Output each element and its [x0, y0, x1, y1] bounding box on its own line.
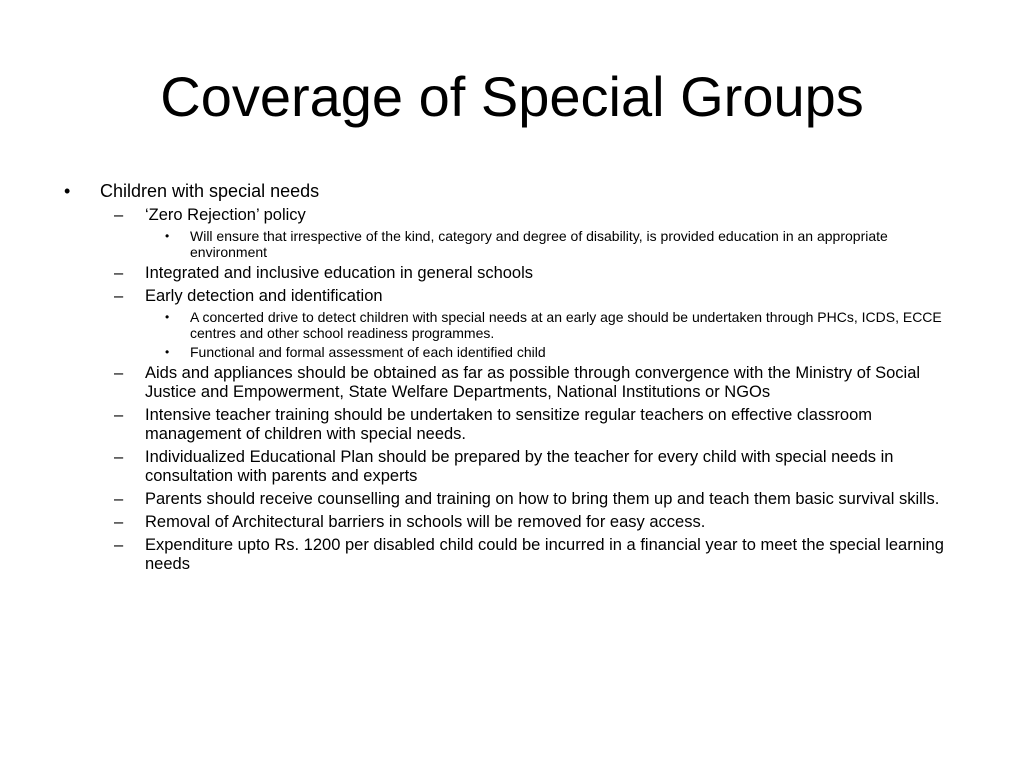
detail-text: Will ensure that irrespective of the kind, category and degree of disability, is provided education in an appropriate environment [190, 228, 888, 260]
bullet-marker: • [64, 181, 71, 201]
sub-item-parents-counselling [0, 490, 1024, 509]
dash-marker: – [114, 448, 124, 466]
bullet-text: Children with special needs [100, 181, 320, 201]
slide-body [0, 180, 1024, 574]
detail-item-concerted-drive [0, 309, 1024, 341]
dash-marker: – [114, 513, 124, 531]
detail-text: A concerted drive to detect children with special needs at an early age should be undertaken through PHCs, ICDS, ECCE centres and other school readiness programmes. [190, 309, 942, 341]
dash-marker: – [114, 490, 124, 508]
detail-item-functional-assessment [0, 344, 1024, 360]
sub-item-architectural-barriers [0, 513, 1024, 532]
dash-marker: – [114, 536, 124, 554]
sub-item-text: Parents should receive counselling and training on how to bring them up and teach them basic survival skills. [145, 490, 940, 508]
slide-title: Coverage of Special Groups [160, 65, 864, 128]
dash-marker: – [114, 287, 124, 305]
sub-item-text: Expenditure upto Rs. 1200 per disabled child could be incurred in a financial year to meet the special learning needs [145, 536, 944, 573]
sub-item-individualized-plan [0, 448, 1024, 486]
bullet-marker: • [165, 345, 170, 359]
dash-marker: – [114, 206, 124, 224]
sub-item-text: Individualized Educational Plan should be prepared by the teacher for every child with special needs in consultation with parents and experts [145, 448, 894, 485]
bullet-marker: • [165, 310, 170, 324]
sub-item-zero-rejection [0, 206, 1024, 225]
sub-item-text: Aids and appliances should be obtained as far as possible through convergence with the Ministry of Social Justice and Empowerment, State Welfare Departments, National Institutions or NGOs [145, 364, 921, 401]
dash-marker: – [114, 406, 124, 424]
sub-item-inclusive-education [0, 264, 1024, 283]
sub-item-aids-appliances [0, 364, 1024, 402]
detail-item-zero-rejection [0, 228, 1024, 260]
sub-item-text: Intensive teacher training should be undertaken to sensitize regular teachers on effective classroom management of children with special needs. [145, 406, 873, 443]
dash-marker: – [114, 364, 124, 382]
bullet-marker: • [165, 229, 170, 243]
sub-item-teacher-training [0, 406, 1024, 444]
dash-marker: – [114, 264, 124, 282]
sub-item-text: Integrated and inclusive education in general schools [145, 264, 534, 282]
sub-item-expenditure [0, 536, 1024, 574]
sub-item-early-detection [0, 287, 1024, 306]
sub-item-text: Removal of Architectural barriers in schools will be removed for easy access. [145, 513, 706, 531]
sub-item-text: ‘Zero Rejection’ policy [145, 206, 306, 224]
bullet-item-children-special-needs [0, 180, 1024, 202]
detail-text: Functional and formal assessment of each identified child [190, 344, 546, 360]
sub-item-text: Early detection and identification [145, 287, 383, 305]
